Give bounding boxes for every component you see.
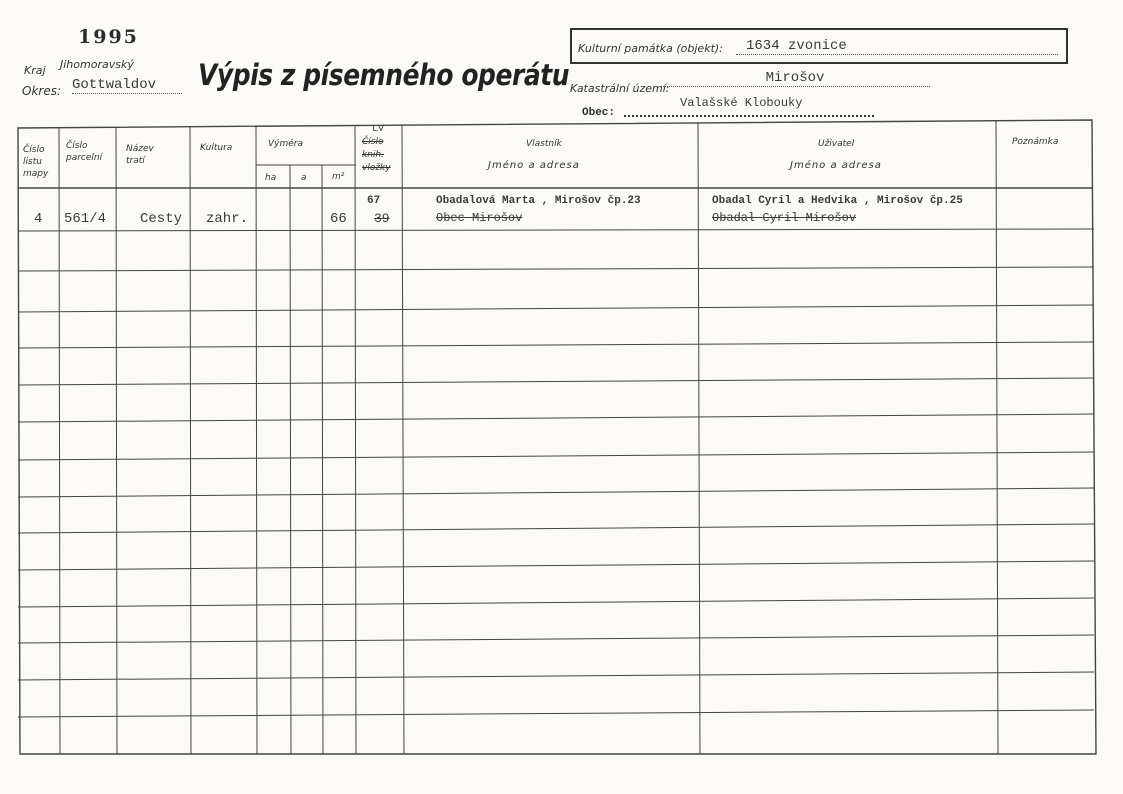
cell-track: Cesty [140,211,183,227]
kraj-label: Kraj [24,64,46,77]
col-area-a: a [301,173,307,183]
col-record-no [362,136,391,175]
col-parcel-line2: parcelní [66,153,103,163]
kraj-value: Jihomoravský [60,58,134,71]
col-parcel [66,140,102,164]
cell-user-new: Obadal Cyril a Hedvika , Mirošov čp.25 [712,195,963,207]
cell-lv-old: 39 [374,211,390,226]
cell-owner-old: Obec Mirošov [436,211,523,225]
col-user: Uživatel [818,139,855,149]
cell-culture: zahr. [206,211,249,227]
col-map-sheet-line1: Číslo [23,145,45,155]
col-area: Výměra [268,139,304,149]
col-culture: Kultura [200,143,233,153]
cell-area-m2: 66 [330,211,347,227]
cell-lv-new: 67 [367,195,381,207]
document-title: Výpis z písemného operátu [198,58,570,92]
col-record-line3: vložky [362,163,391,173]
year: 1995 [78,26,139,48]
col-user-sub: Jméno a adresa [790,160,882,171]
okres-label: Okres: [22,84,62,98]
col-record-line1: Číslo [362,137,384,147]
col-area-m2: m² [332,172,345,182]
col-lv: LV [372,124,385,135]
okres-value: Gottwaldov [72,77,182,94]
col-parcel-line1: Číslo [66,141,88,151]
col-note: Poznámka [1012,137,1059,147]
col-track-line2: tratí [126,156,145,166]
col-map-sheet [23,144,48,180]
cadastral-label: Katastrální území: [570,82,670,95]
col-track [126,143,154,167]
col-owner-sub: Jméno a adresa [488,160,580,171]
cell-owner-new: Obadalová Marta , Mirošov čp.23 [436,195,641,207]
col-track-line1: Název [126,144,154,154]
col-owner: Vlastník [526,139,562,149]
cell-user-old: Obadal Cyril Mirošov [712,211,857,225]
cadastral-value: Mirošov [660,70,930,87]
col-area-ha: ha [265,173,277,183]
col-map-sheet-line2: listu [23,157,42,167]
cell-parcel: 561/4 [64,211,107,227]
monument-label: Kulturní památka (objekt): [578,42,723,55]
municipality-value: Valašské Klobouky [680,96,803,110]
cell-map-sheet: 4 [34,211,43,227]
col-map-sheet-line3: mapy [23,169,49,179]
municipality-label: Obec: [582,107,616,119]
col-record-line2: knih. [362,150,384,160]
monument-value: 1634 zvonice [736,38,1058,55]
